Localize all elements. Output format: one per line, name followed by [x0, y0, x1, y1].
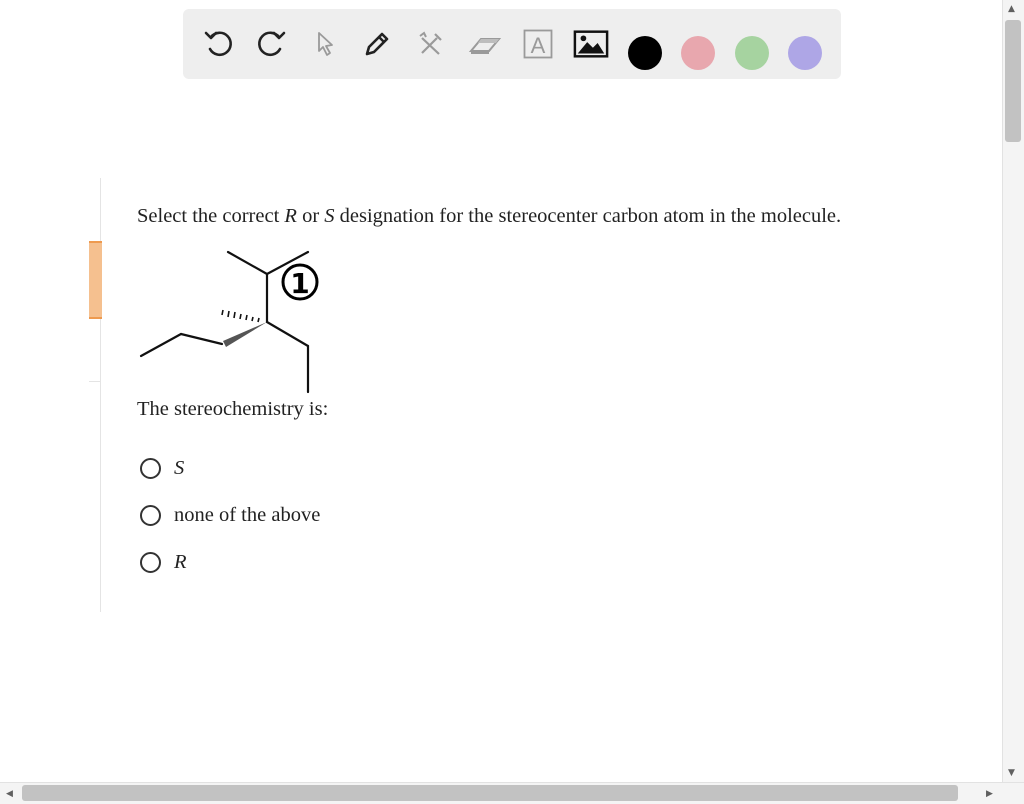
option-none-of-the-above[interactable]	[140, 502, 320, 528]
scroll-right-arrow-icon[interactable]: ▶	[986, 789, 993, 799]
bond-left-end	[141, 334, 181, 356]
option-label: none of the above	[174, 503, 321, 526]
stereochemistry-prompt: The stereochemistry is:	[137, 398, 329, 420]
option-r[interactable]	[140, 549, 187, 575]
color-pink-swatch[interactable]	[681, 36, 715, 70]
scroll-left-arrow-icon[interactable]: ◀	[6, 789, 13, 799]
bond-right	[267, 322, 308, 346]
annotation-number: 1	[290, 267, 310, 300]
rail-divider	[89, 381, 101, 382]
option-s[interactable]	[140, 455, 184, 481]
question-s: S	[324, 205, 335, 227]
question-or: or	[296, 205, 325, 227]
hash-bond	[222, 310, 259, 322]
scroll-up-arrow-icon[interactable]: ▲	[1008, 4, 1015, 14]
image-icon[interactable]	[573, 26, 609, 62]
option-label: S	[174, 456, 185, 479]
undo-icon[interactable]	[201, 26, 237, 62]
redo-icon[interactable]	[253, 26, 289, 62]
vertical-scroll-thumb[interactable]	[1005, 20, 1021, 142]
bond-top-left	[228, 252, 267, 274]
color-green-swatch[interactable]	[735, 36, 769, 70]
scroll-down-arrow-icon[interactable]: ▼	[1008, 768, 1015, 778]
question-r: R	[284, 205, 297, 227]
option-label: R	[174, 550, 187, 573]
drawing-toolbar	[183, 9, 841, 79]
question-text-start: Select the correct	[137, 205, 285, 227]
question-text-end: designation for the stereocenter carbon atom in the molecule.	[334, 205, 842, 227]
wedge-bond	[223, 322, 267, 347]
eraser-icon[interactable]	[467, 26, 503, 62]
question-text	[137, 205, 841, 228]
pointer-icon[interactable]	[307, 26, 343, 62]
molecule-structure	[135, 240, 355, 400]
pen-icon[interactable]	[359, 26, 395, 62]
color-black-swatch[interactable]	[628, 36, 662, 70]
question-tab-accent[interactable]	[89, 241, 102, 319]
text-icon[interactable]	[520, 26, 556, 62]
horizontal-scroll-thumb[interactable]	[22, 785, 958, 801]
svg-text:A: A	[530, 33, 546, 58]
tools-icon[interactable]	[413, 26, 449, 62]
radio-button[interactable]	[140, 458, 161, 479]
color-purple-swatch[interactable]	[788, 36, 822, 70]
radio-button[interactable]	[140, 552, 161, 573]
radio-button[interactable]	[140, 505, 161, 526]
bond-left-mid	[181, 334, 222, 344]
